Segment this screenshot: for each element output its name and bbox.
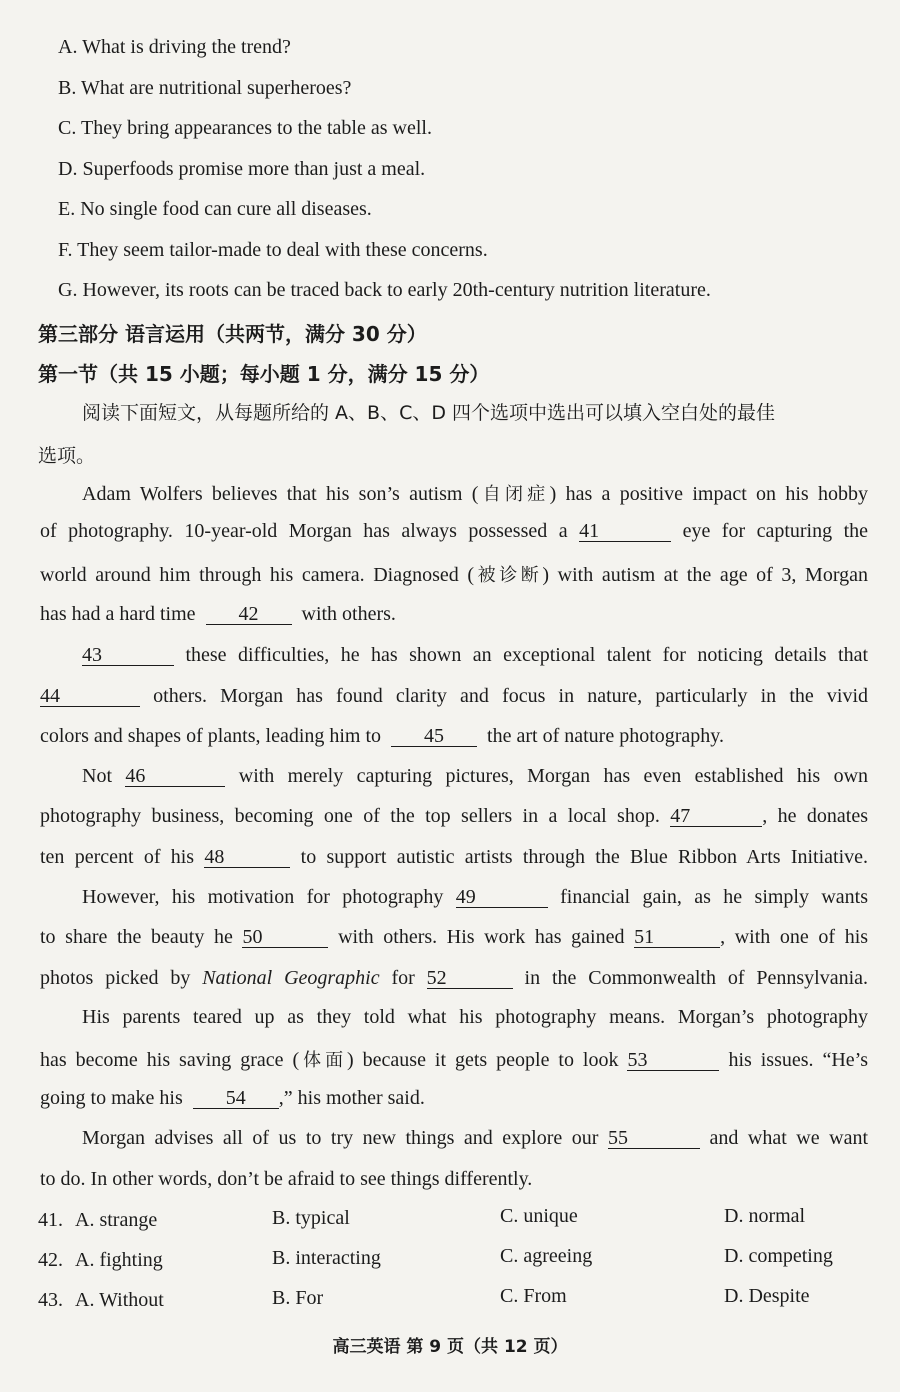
option-b: B. What are nutritional superheroes? [58, 77, 352, 99]
passage-line: ten percent of his 48 to support autistic artists through the Blue Ribbon Arts Initiative. [40, 846, 869, 868]
option-e: E. No single food can cure all diseases. [58, 198, 372, 220]
passage-line: Not 46 with merely capturing pictures, Morgan has even established his own [82, 765, 869, 787]
blank-51[interactable]: 51 [634, 927, 720, 948]
instruction-line-2: 选项。 [38, 445, 96, 467]
passage-line: His parents teared up as they told what his photography means. Morgan’s photography [82, 1006, 868, 1028]
blank-47[interactable]: 47 [670, 806, 762, 827]
passage-line: has become his saving grace (体面) because it gets people to look 53 his issues. “He’s [40, 1049, 869, 1071]
passage-line: photography business, becoming one of the top sellers in a local shop. 47 , he donates [40, 805, 868, 827]
option-a: A. What is driving the trend? [58, 36, 291, 58]
blank-48[interactable]: 48 [204, 847, 290, 868]
blank-54[interactable]: 54 [193, 1088, 279, 1109]
blank-55[interactable]: 55 [608, 1128, 700, 1149]
choice-d[interactable]: D. normal [724, 1205, 806, 1227]
option-g: G. However, its roots can be traced back to early 20th-century nutrition literature. [58, 279, 711, 301]
blank-42[interactable]: 42 [206, 604, 292, 625]
choice-a[interactable]: A. Without [75, 1289, 164, 1311]
choice-c[interactable]: C. unique [500, 1205, 578, 1227]
passage-line: Adam Wolfers believes that his son’s autism (自闭症) has a positive impact on his hobby [82, 483, 868, 505]
question-number: 41. [38, 1209, 63, 1231]
blank-43[interactable]: 43 [82, 645, 174, 666]
choice-a[interactable]: A. strange [75, 1209, 158, 1231]
blank-41[interactable]: 41 [579, 521, 671, 542]
passage-line: of photography. 10-year-old Morgan has always possessed a 41 eye for capturing the [40, 520, 869, 542]
passage-line: has had a hard time 42 with others. [40, 603, 396, 625]
choice-a[interactable]: A. fighting [75, 1249, 163, 1271]
choice-c[interactable]: C. agreeing [500, 1245, 593, 1267]
choice-c[interactable]: C. From [500, 1285, 567, 1307]
question-number: 42. [38, 1249, 63, 1271]
option-c: C. They bring appearances to the table as well. [58, 117, 432, 139]
choice-b[interactable]: B. typical [272, 1207, 350, 1229]
passage-line: However, his motivation for photography 49 financial gain, as he simply wants [82, 886, 869, 908]
passage-line: world around him through his camera. Diagnosed (被诊断) with autism at the age of 3, Morgan [40, 564, 868, 586]
blank-45[interactable]: 45 [391, 726, 477, 747]
passage-line: 43 these difficulties, he has shown an exceptional talent for noticing details that [82, 644, 869, 666]
passage-line: photos picked by National Geographic for 52 in the Commonwealth of Pennsylvania. [40, 967, 869, 989]
blank-46[interactable]: 46 [125, 766, 225, 787]
choice-b[interactable]: B. For [272, 1287, 324, 1309]
passage-line: Morgan advises all of us to try new things and explore our 55 and what we want [82, 1127, 869, 1149]
choice-d[interactable]: D. competing [724, 1245, 833, 1267]
blank-53[interactable]: 53 [627, 1050, 719, 1071]
option-d: D. Superfoods promise more than just a meal. [58, 158, 426, 180]
passage-line: colors and shapes of plants, leading him to 45 the art of nature photography. [40, 725, 724, 747]
blank-50[interactable]: 50 [242, 927, 328, 948]
question-number: 43. [38, 1289, 63, 1311]
passage-line: to share the beauty he 50 with others. His work has gained 51 , with one of his [40, 926, 869, 948]
choice-b[interactable]: B. interacting [272, 1247, 381, 1269]
page-footer: 高三英语 第 9 页（共 12 页） [332, 1337, 568, 1357]
instruction-line-1: 阅读下面短文，从每题所给的 A、B、C、D 四个选项中选出可以填入空白处的最佳 [82, 402, 776, 424]
section-title: 第一节（共 15 小题；每小题 1 分，满分 15 分） [38, 362, 490, 386]
option-f: F. They seem tailor-made to deal with these concerns. [58, 239, 488, 261]
blank-49[interactable]: 49 [456, 887, 548, 908]
choice-d[interactable]: D. Despite [724, 1285, 810, 1307]
passage-line: to do. In other words, don’t be afraid to see things differently. [40, 1168, 533, 1190]
blank-44[interactable]: 44 [40, 686, 140, 707]
blank-52[interactable]: 52 [427, 968, 513, 989]
passage-line: 44 others. Morgan has found clarity and focus in nature, particularly in the vivid [40, 685, 869, 707]
part-title: 第三部分 语言运用（共两节，满分 30 分） [38, 322, 427, 346]
passage-line: going to make his 54 ,” his mother said. [40, 1087, 425, 1109]
